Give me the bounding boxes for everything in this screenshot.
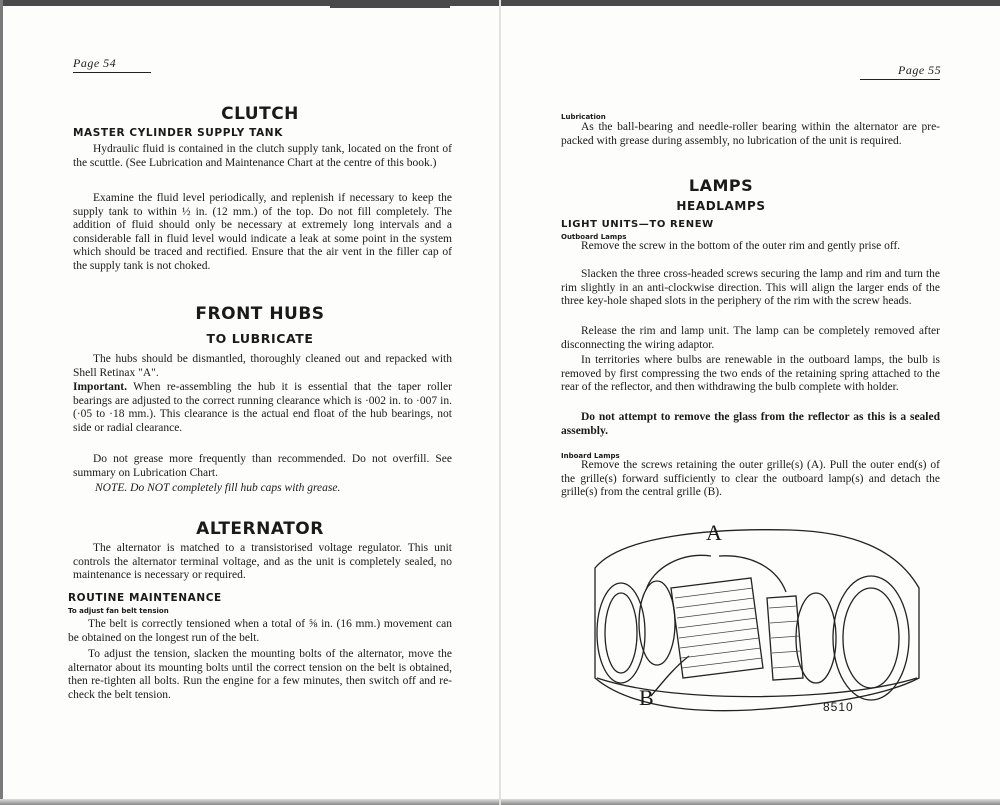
headlamps-subtitle: HEADLAMPS <box>676 199 766 213</box>
lamps-paragraph-3: Release the rim and lamp unit. The lamp can be completely removed after disconnecting the wiring adaptor. <box>561 325 940 351</box>
front-hubs-title: FRONT HUBS <box>195 304 325 324</box>
outboard-lamps-heading: Outboard Lamps <box>561 233 627 241</box>
figure-label-b: B <box>639 685 654 710</box>
figure-number: 8510 <box>823 700 854 714</box>
lubrication-paragraph: As the ball-bearing and needle-roller bearing within the alternator are pre-packed with grease during assembly, no lubrication of the unit is required. <box>561 121 940 147</box>
lamps-paragraph-1: Remove the screw in the bottom of the outer rim and gently prise off. <box>581 240 901 252</box>
page-gutter <box>499 0 501 805</box>
scan-left-edge <box>0 0 3 805</box>
alternator-paragraph-1: The alternator is matched to a transistorised voltage regulator. This unit controls the alternator terminal voltage, and as the unit is completely sealed, no maintenance is necessary or required. <box>73 542 452 582</box>
lamps-title: LAMPS <box>688 176 754 195</box>
right-folio: Page 55 <box>898 63 942 77</box>
important-label: Important. <box>73 381 127 393</box>
clutch-paragraph-1: Hydraulic fluid is contained in the clutch supply tank, located on the front of the scuttle. (See Lubrication and Maintenance Chart at the centre of this book.) <box>73 143 452 169</box>
lamps-paragraph-4: In territories where bulbs are renewable in the outboard lamps, the bulb is removed by first compressing the two ends of the retaining spring attached to the rear of the reflector, and then withdrawing the bulb complete with holder. <box>561 354 940 394</box>
inboard-lamps-heading: Inboard Lamps <box>561 452 620 460</box>
front-hubs-paragraph-2: Do not grease more frequently than recommended. Do not overfill. See summary on Lubrication Chart. <box>73 453 452 479</box>
left-folio: Page 54 <box>73 56 117 70</box>
figure-label-a: A <box>706 520 722 545</box>
front-hubs-note: NOTE. Do NOT completely fill hub caps with grease. <box>95 482 341 494</box>
routine-maintenance-subtitle: ROUTINE MAINTENANCE <box>68 592 222 604</box>
alternator-title: ALTERNATOR <box>196 519 324 539</box>
front-hubs-paragraph-1: The hubs should be dismantled, thoroughly cleaned out and repacked with Shell Retinax "A". <box>73 353 452 379</box>
clutch-paragraph-2: Examine the fluid level periodically, and replenish if necessary to keep the supply tank to within ½ in. (12 mm.) of the top. Do not fill completely. The addition of fluid should only be necessary at extremely long intervals and a considerable fall in fluid level would indicate a leak at some point in the system which should be traced and rectified. Ensure that the air vent in the filler cap of the supply tank is not choked. <box>73 192 452 272</box>
alternator-paragraph-3: To adjust the tension, slacken the mounting bolts of the alternator, move the alternator about its mounting bolts until the correct tension on the belt is obtained, then re-tighten all bolts. Run the engine for a few minutes, then switch off and re-check the belt tension. <box>68 648 452 701</box>
lubrication-heading: Lubrication <box>561 113 606 121</box>
front-hubs-subtitle: TO LUBRICATE <box>206 331 314 346</box>
scan-edge-mark <box>330 6 450 8</box>
headlamp-figure <box>591 520 922 718</box>
lamps-paragraph-6: Remove the screws retaining the outer grille(s) (A). Pull the outer end(s) of the grille(s) forward sufficiently to clear the outboard lamp(s) and detach the grille(s) from the central grille (B). <box>561 459 940 499</box>
clutch-subtitle: MASTER CYLINDER SUPPLY TANK <box>73 127 283 139</box>
clutch-title: CLUTCH <box>221 104 299 124</box>
light-units-heading: LIGHT UNITS—TO RENEW <box>561 219 714 230</box>
right-folio-rule <box>860 79 940 80</box>
lamps-paragraph-5: Do not attempt to remove the glass from the reflector as this is a sealed assembly. <box>561 411 940 437</box>
left-folio-rule <box>73 72 151 73</box>
fan-belt-heading: To adjust fan belt tension <box>68 607 169 615</box>
lamps-paragraph-2: Slacken the three cross-headed screws securing the lamp and rim and turn the rim slightly in an anti-clockwise direction. This will align the larger ends of the three key-hole shaped slots in the periphery of the rim with the screw heads. <box>561 268 940 308</box>
important-text: When re-assembling the hub it is essential that the taper roller bearings are adjusted to the correct running clearance which is ·002 in. to ·007 in. (·05 to ·18 mm.). This clearance is the actual end float of the hub bearings, not side or radial clearance. <box>73 381 452 434</box>
front-hubs-important <box>73 381 452 435</box>
alternator-paragraph-2: The belt is correctly tensioned when a total of ⅝ in. (16 mm.) movement can be obtained on the longest run of the belt. <box>68 618 452 644</box>
